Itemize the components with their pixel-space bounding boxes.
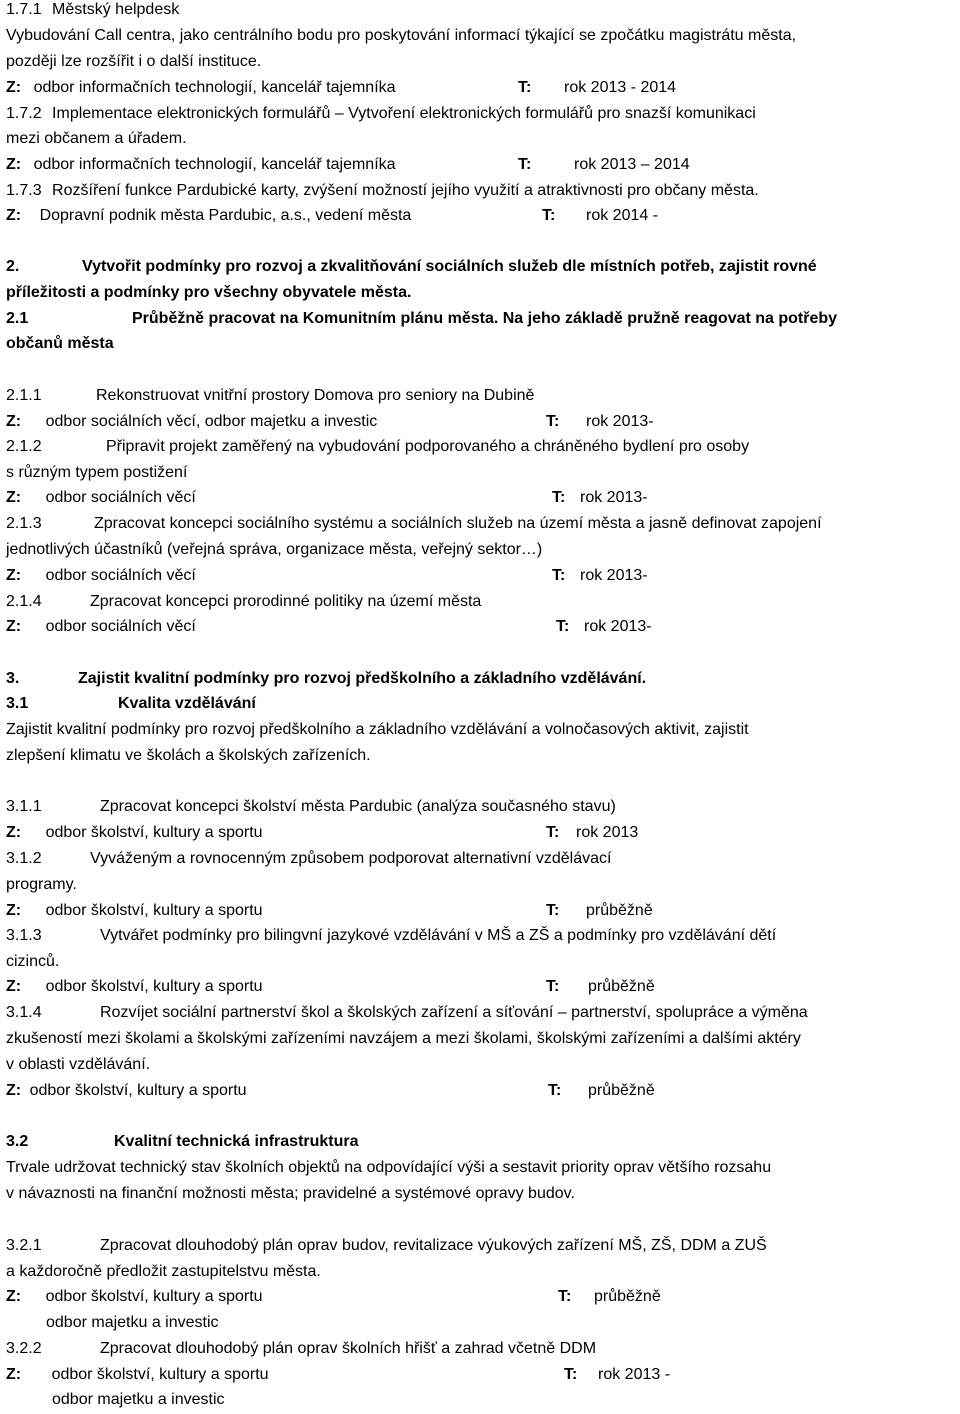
- item-text: Zpracovat koncepci prorodinné politiky na území města: [90, 593, 482, 610]
- responsibility-row: [6, 155, 956, 175]
- item-3-1-1: [6, 797, 616, 817]
- item-text: Vyváženým a rovnocenným způsobem podporovat alternativní vzdělávací: [90, 850, 612, 867]
- z-label: Z:: [6, 79, 22, 96]
- section-number: 3.2: [6, 1133, 29, 1150]
- responsibility-row: [6, 617, 956, 637]
- item-text-continued: programy.: [6, 876, 77, 893]
- item-text-continued: jednotlivých účastníků (veřejná správa, organizace města, veřejný sektor…): [6, 541, 543, 558]
- item-text-continued: mezi občanem a úřadem.: [6, 130, 187, 147]
- item-2-1-1: [6, 386, 535, 406]
- responsibility-row: [6, 488, 956, 508]
- responsible-party-secondary: odbor majetku a investic: [46, 1314, 219, 1331]
- item-number: 2.1.1: [6, 387, 42, 404]
- t-label: T:: [518, 79, 532, 96]
- item-text: Implementace elektronických formulářů – Vytvoření elektronických formulářů pro snazší komunikaci: [52, 105, 756, 122]
- t-label: T:: [552, 489, 566, 506]
- heading-3-2: [6, 1132, 359, 1152]
- section-number: 3.: [6, 670, 20, 687]
- section-title: Kvalita vzdělávání: [118, 695, 256, 712]
- item-text: Zpracovat dlouhodobý plán oprav školních hřišť a zahrad včetně DDM: [100, 1340, 597, 1357]
- t-label: T:: [518, 156, 532, 173]
- responsibility-row: [6, 977, 956, 997]
- item-text: Zpracovat koncepci školství města Pardubic (analýza současného stavu): [100, 798, 616, 815]
- deadline: rok 2013: [576, 824, 639, 841]
- responsible-party: Dopravní podnik města Pardubic, a.s., vedení města: [39, 207, 412, 224]
- z-label: Z:: [6, 618, 22, 635]
- item-1-7-2: [6, 104, 756, 124]
- item-number: 1.7.2: [6, 105, 42, 122]
- responsible-party: odbor sociálních věcí: [45, 618, 196, 635]
- heading-3: [6, 669, 647, 689]
- item-text: Zpracovat koncepci sociálního systému a sociálních služeb na území města a jasně definovat zapojení: [94, 515, 822, 532]
- item-2-1-3: [6, 514, 822, 534]
- item-text: Rozvíjet sociální partnerství škol a školských zařízení a síťování – partnerství, spolupráce a výměna: [100, 1004, 808, 1021]
- section-number: 2.1: [6, 310, 29, 327]
- deadline: rok 2013 -: [598, 1366, 671, 1383]
- t-label: T:: [546, 978, 560, 995]
- section-title: Průběžně pracovat na Komunitním plánu města. Na jeho základě pružně reagovat na potřeby: [132, 310, 838, 327]
- item-text-continued: cizinců.: [6, 953, 60, 970]
- responsible-party: odbor informačních technologií, kancelář tajemníka: [33, 156, 396, 173]
- responsible-party: odbor sociálních věcí: [45, 567, 196, 584]
- section-number: 2.: [6, 258, 20, 275]
- z-label: Z:: [6, 567, 22, 584]
- paragraph-line: Trvale udržovat technický stav školních objektů na odpovídající výši a sestavit priority oprav většího rozsahu: [6, 1159, 772, 1176]
- item-number: 3.1.1: [6, 798, 42, 815]
- item-text-continued: zkušeností mezi školami a školskými zařízeními navzájem a mezi školami, školskými zařízeními a dalšími aktéry: [6, 1030, 801, 1047]
- item-1-7-3: [6, 181, 759, 201]
- item-text: Rekonstruovat vnitřní prostory Domova pro seniory na Dubině: [96, 387, 535, 404]
- item-2-1-4: [6, 592, 482, 612]
- section-title: Městský helpdesk: [52, 1, 180, 18]
- z-label: Z:: [6, 207, 22, 224]
- responsibility-row: [6, 566, 956, 586]
- t-label: T:: [546, 413, 560, 430]
- item-text-continued: a každoročně předložit zastupitelstvu města.: [6, 1263, 321, 1280]
- section-title: Kvalitní technická infrastruktura: [114, 1133, 359, 1150]
- responsibility-row: [6, 206, 956, 226]
- t-label: T:: [542, 207, 556, 224]
- responsible-party: odbor školství, kultury a sportu: [51, 1366, 269, 1383]
- item-text: Vytvářet podmínky pro bilingvní jazykové vzdělávání v MŠ a ZŠ a podmínky pro vzdělávání dětí: [100, 927, 777, 944]
- item-number: 2.1.2: [6, 438, 42, 455]
- item-2-1-2: [6, 437, 750, 457]
- section-title: Zajistit kvalitní podmínky pro rozvoj předškolního a základního vzdělávání.: [78, 670, 647, 687]
- paragraph-line: později lze rozšířit i o další instituce.: [6, 53, 262, 70]
- deadline: rok 2013 - 2014: [564, 79, 677, 96]
- z-label: Z:: [6, 1366, 22, 1383]
- item-number: 3.1.3: [6, 927, 42, 944]
- responsible-party: odbor školství, kultury a sportu: [29, 1082, 247, 1099]
- t-label: T:: [556, 618, 570, 635]
- z-label: Z:: [6, 902, 22, 919]
- deadline: průběžně: [594, 1288, 661, 1305]
- responsibility-row: [6, 823, 956, 843]
- item-text-continued: v oblasti vzdělávání.: [6, 1056, 151, 1073]
- responsibility-row: [6, 1365, 956, 1385]
- item-number: 3.1.2: [6, 850, 42, 867]
- responsible-party: odbor sociálních věcí: [45, 489, 196, 506]
- item-text: Zpracovat dlouhodobý plán oprav budov, revitalizace výukových zařízení MŠ, ZŠ, DDM a ZUŠ: [100, 1237, 767, 1254]
- item-text-continued: s různým typem postižení: [6, 464, 188, 481]
- heading-2-1: [6, 309, 838, 329]
- t-label: T:: [552, 567, 566, 584]
- responsible-party: odbor školství, kultury a sportu: [45, 902, 263, 919]
- item-text: Rozšíření funkce Pardubické karty, zvýšení možností jejího využití a atraktivnosti pro občany města.: [52, 182, 759, 199]
- z-label: Z:: [6, 413, 22, 430]
- section-title-continued: občanů města: [6, 335, 114, 352]
- t-label: T:: [564, 1366, 578, 1383]
- responsibility-row: [6, 412, 956, 432]
- t-label: T:: [546, 902, 560, 919]
- item-number: 2.1.3: [6, 515, 42, 532]
- responsible-party: odbor školství, kultury a sportu: [45, 1288, 263, 1305]
- responsibility-row: [6, 1287, 956, 1307]
- section-title: Vytvořit podmínky pro rozvoj a zkvalitňování sociálních služeb dle místních potřeb, zajistit rovné: [82, 258, 817, 275]
- responsibility-row: [6, 1081, 956, 1101]
- z-label: Z:: [6, 824, 22, 841]
- paragraph-line: Vybudování Call centra, jako centrálního bodu pro poskytování informací týkající se zpočátku magistrátu města,: [6, 27, 797, 44]
- item-number: 3.2.1: [6, 1237, 42, 1254]
- deadline: rok 2013-: [584, 618, 652, 635]
- responsible-party: odbor školství, kultury a sportu: [45, 824, 263, 841]
- paragraph-line: zlepšení klimatu ve školách a školských zařízeních.: [6, 747, 371, 764]
- section-title-continued: příležitosti a podmínky pro všechny obyvatele města.: [6, 284, 412, 301]
- t-label: T:: [546, 824, 560, 841]
- deadline: rok 2013-: [580, 489, 648, 506]
- responsible-party: odbor školství, kultury a sportu: [45, 978, 263, 995]
- t-label: T:: [548, 1082, 562, 1099]
- item-number: 3.1.4: [6, 1004, 42, 1021]
- z-label: Z:: [6, 978, 22, 995]
- t-label: T:: [558, 1288, 572, 1305]
- item-3-2-2: [6, 1339, 597, 1359]
- item-3-1-3: [6, 926, 777, 946]
- responsibility-row: [6, 78, 956, 98]
- deadline: průběžně: [588, 978, 655, 995]
- section-number: 3.1: [6, 695, 29, 712]
- item-number: 2.1.4: [6, 593, 42, 610]
- responsible-party: odbor sociálních věcí, odbor majetku a investic: [45, 413, 378, 430]
- paragraph-line: v návaznosti na finanční možnosti města; pravidelné a systémové opravy budov.: [6, 1185, 575, 1202]
- item-3-1-4: [6, 1003, 808, 1023]
- item-text: Připravit projekt zaměřený na vybudování podporovaného a chráněného bydlení pro osoby: [106, 438, 750, 455]
- item-number: 3.2.2: [6, 1340, 42, 1357]
- z-label: Z:: [6, 489, 22, 506]
- z-label: Z:: [6, 1288, 22, 1305]
- paragraph-line: Zajistit kvalitní podmínky pro rozvoj předškolního a základního vzdělávání a volnočasových aktivit, zajistit: [6, 721, 749, 738]
- deadline: průběžně: [588, 1082, 655, 1099]
- item-3-2-1: [6, 1236, 767, 1256]
- heading-2: [6, 257, 817, 277]
- heading-3-1: [6, 694, 256, 714]
- z-label: Z:: [6, 156, 22, 173]
- deadline: rok 2013 – 2014: [574, 156, 690, 173]
- heading-1-7-1: [6, 0, 179, 20]
- deadline: rok 2013-: [580, 567, 648, 584]
- deadline: průběžně: [586, 902, 653, 919]
- section-number: 1.7.1: [6, 1, 42, 18]
- item-number: 1.7.3: [6, 182, 42, 199]
- responsible-party-secondary: odbor majetku a investic: [52, 1391, 225, 1408]
- z-label: Z:: [6, 1082, 22, 1099]
- deadline: rok 2013-: [586, 413, 654, 430]
- responsibility-row: [6, 901, 956, 921]
- deadline: rok 2014 -: [586, 207, 659, 224]
- item-3-1-2: [6, 849, 612, 869]
- responsible-party: odbor informačních technologií, kancelář tajemníka: [33, 79, 396, 96]
